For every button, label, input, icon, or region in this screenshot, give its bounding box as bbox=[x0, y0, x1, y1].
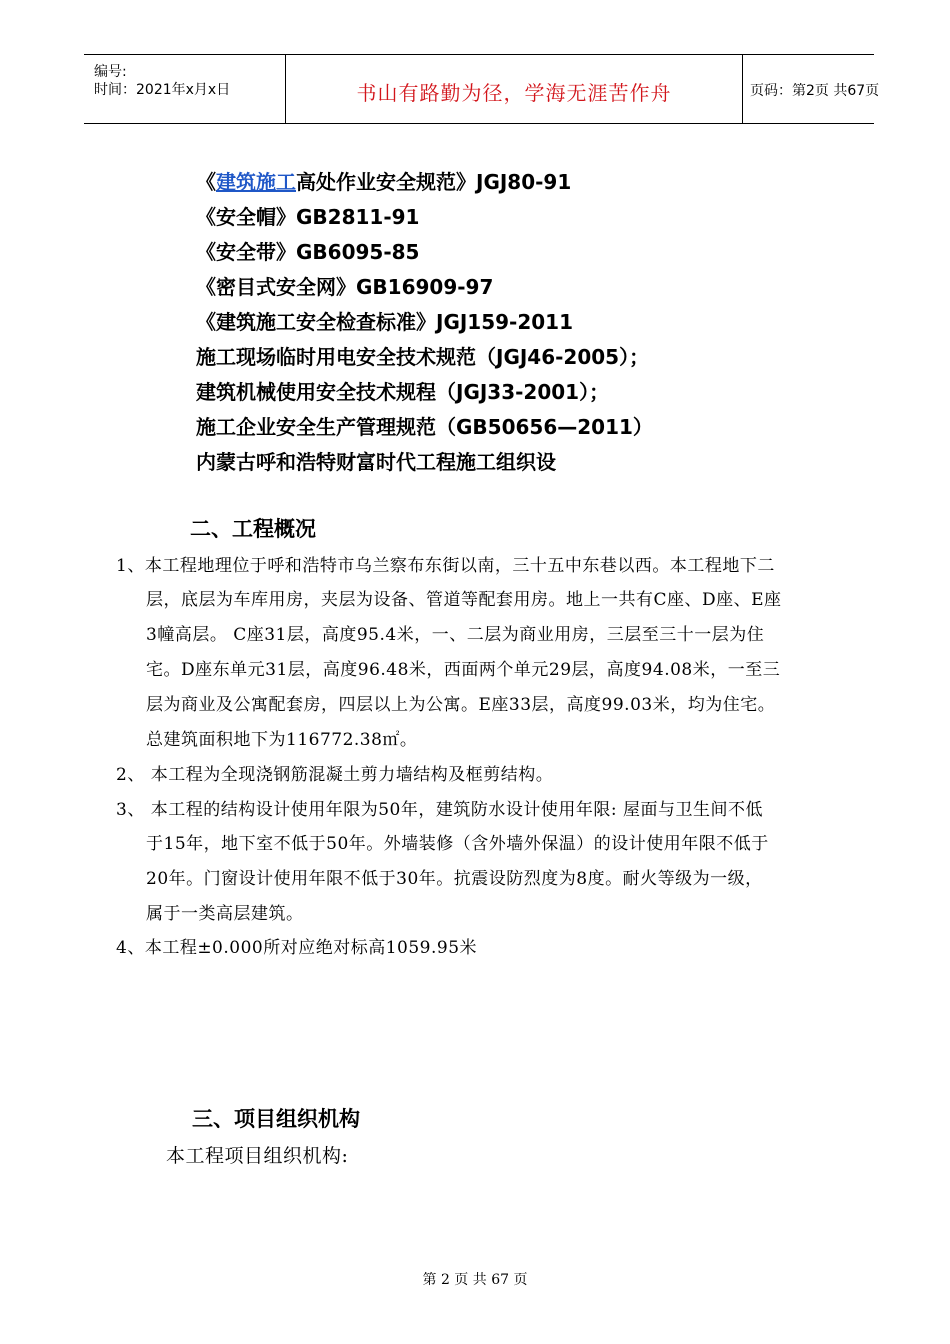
header-page-cell bbox=[742, 55, 880, 123]
overview-line-1: 1、本工程地理位于呼和浩特市乌兰察布东街以南，三十五中东巷以西。本工程地下二 bbox=[116, 556, 775, 576]
overview-line-7: 2、 本工程为全现浇钢筋混凝土剪力墙结构及框剪结构。 bbox=[116, 765, 554, 785]
reference-1 bbox=[196, 166, 571, 195]
reference-6: 施工现场临时用电安全技术规范（JGJ46-2005）； bbox=[196, 345, 650, 369]
page-footer: 第 2 页 共 67 页 bbox=[422, 1272, 528, 1288]
header-motto-cell bbox=[285, 55, 743, 123]
time-label: 时间：2021年x月x日 bbox=[94, 82, 231, 98]
overview-line-6: 总建筑面积地下为116772.38㎡。 bbox=[146, 730, 418, 750]
section-3-title: 三、项目组织机构 bbox=[192, 1107, 360, 1131]
overview-line-8: 3、 本工程的结构设计使用年限为50年，建筑防水设计使用年限: 屋面与卫生间不低 bbox=[116, 800, 763, 820]
reference-4: 《密目式安全网》GB16909-97 bbox=[196, 275, 494, 299]
reference-1-link[interactable]: 建筑施工 bbox=[216, 170, 296, 194]
overview-line-3: 3幢高层。 C座31层，高度95.4米，一、二层为商业用房，三层至三十一层为住 bbox=[146, 625, 765, 645]
reference-8: 施工企业安全生产管理规范（GB50656—2011） bbox=[196, 415, 653, 439]
section-3-intro: 本工程项目组织机构: bbox=[166, 1145, 349, 1167]
section-2-title: 二、工程概况 bbox=[190, 517, 316, 541]
overview-line-4: 宅。D座东单元31层，高度96.48米，西面两个单元29层，高度94.08米，一至三 bbox=[146, 660, 781, 680]
number-label: 编号: bbox=[94, 64, 127, 80]
reference-3: 《安全带》GB6095-85 bbox=[196, 240, 420, 264]
reference-1-rest: 高处作业安全规范》JGJ80-91 bbox=[296, 170, 572, 194]
page-info: 页码：第2页 共67页 bbox=[750, 83, 880, 99]
motto: 书山有路勤为径，学海无涯苦作舟 bbox=[356, 81, 672, 105]
reference-2: 《安全帽》GB2811-91 bbox=[196, 205, 420, 229]
reference-5: 《建筑施工安全检查标准》JGJ159-2011 bbox=[196, 310, 574, 334]
overview-line-10: 20年。门窗设计使用年限不低于30年。抗震设防烈度为8度。耐火等级为一级， bbox=[146, 869, 763, 889]
overview-line-9: 于15年，地下室不低于50年。外墙装修（含外墙外保温）的设计使用年限不低于 bbox=[146, 834, 769, 854]
reference-7: 建筑机械使用安全技术规程（JGJ33-2001）； bbox=[196, 380, 610, 404]
page-header bbox=[84, 54, 880, 124]
overview-line-11: 属于一类高层建筑。 bbox=[146, 904, 304, 924]
overview-line-5: 层为商业及公寓配套房，四层以上为公寓。E座33层，高度99.03米，均为住宅。 bbox=[146, 695, 776, 715]
header-meta bbox=[84, 55, 284, 123]
reference-9: 内蒙古呼和浩特财富时代工程施工组织设 bbox=[196, 450, 556, 474]
reference-1-open: 《 bbox=[196, 170, 216, 194]
overview-line-12: 4、本工程±0.000所对应绝对标高1059.95米 bbox=[116, 938, 478, 958]
overview-line-2: 层，底层为车库用房，夹层为设备、管道等配套用房。地上一共有C座、D座、E座 bbox=[146, 590, 782, 610]
